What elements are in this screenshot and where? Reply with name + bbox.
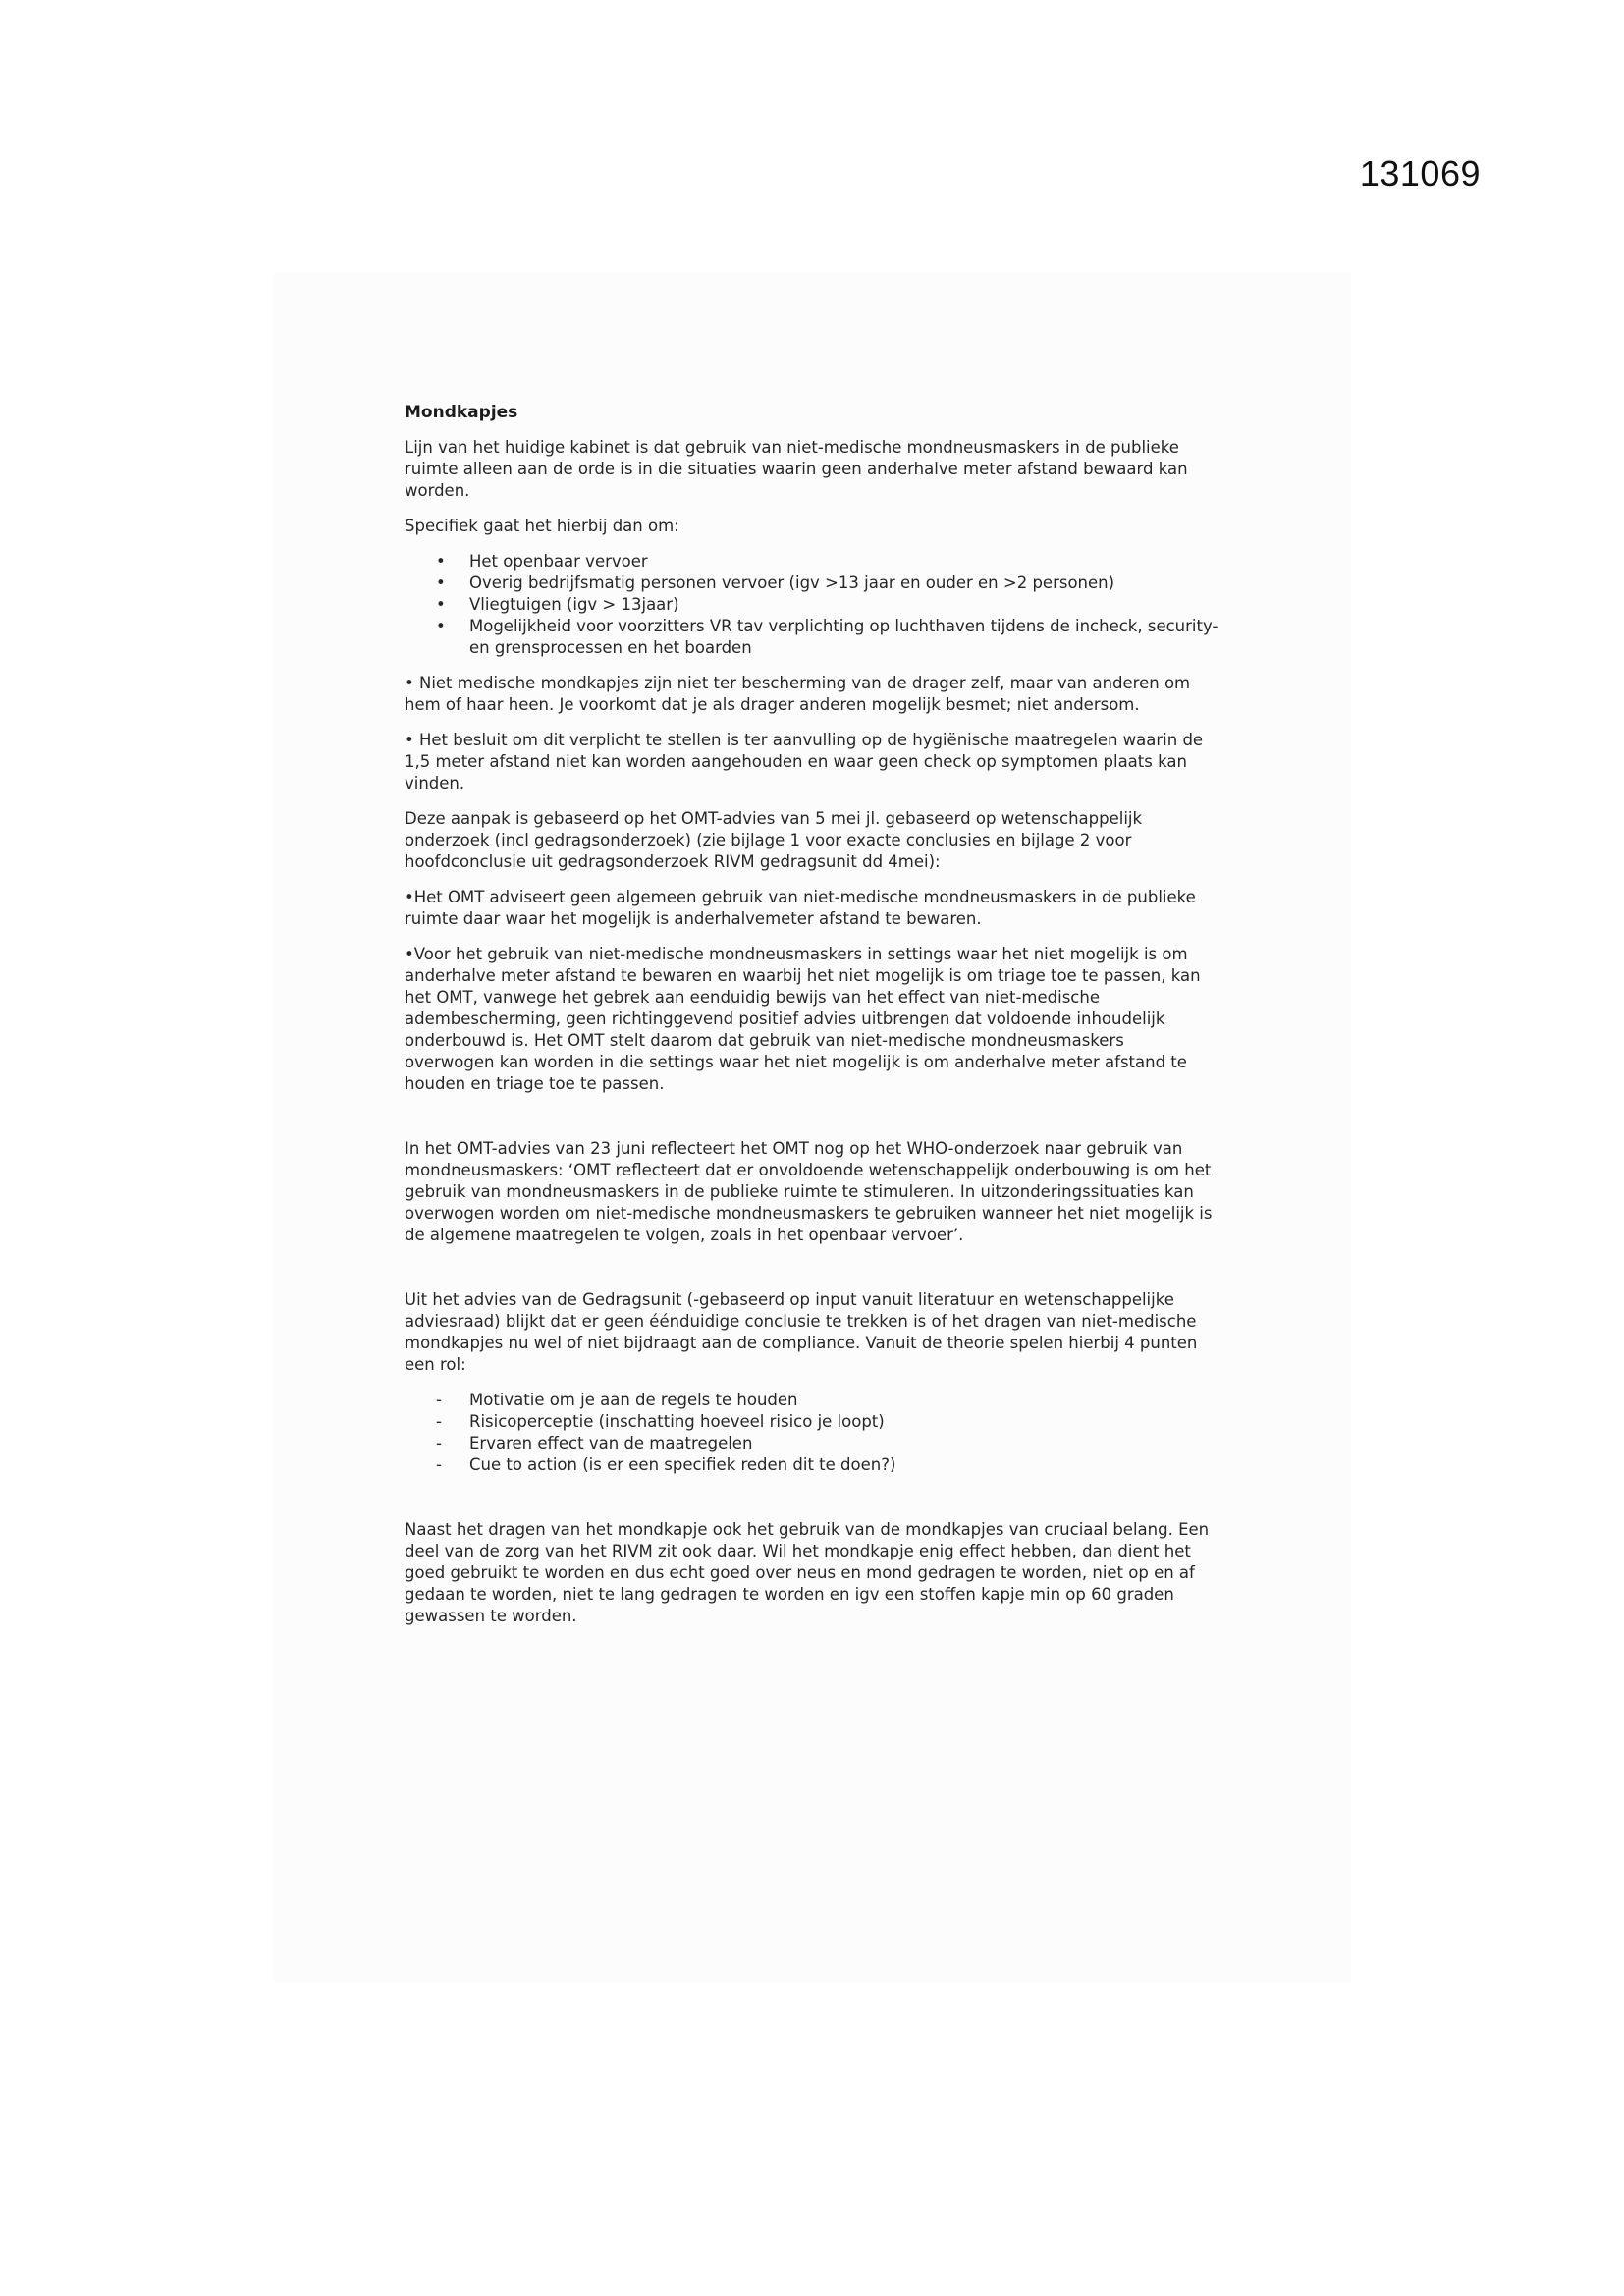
bullet-marker: •: [436, 617, 446, 635]
specific-item-text: Vliegtuigen (igv > 13jaar): [469, 595, 679, 614]
specific-list: [405, 551, 1245, 659]
protection-paragraph: • Niet medische mondkapjes zijn niet ter bescherming van de drager zelf, maar van anderen om hem of haar heen. Je voorkomt dat je als drager anderen mogelijk besmet; niet andersom.: [405, 674, 1191, 714]
gedragsunit-paragraph: Uit het advies van de Gedragsunit (-gebaseerd op input vanuit literatuur en wetenschappelijke adviesraad) blijkt dat er geen éénduidige conclusie te trekken is of het dragen van niet-medische mondkapjes nu wel of niet bijdraagt aan de compliance. Vanuit de theorie spelen hierbij 4 punten een rol:: [405, 1290, 1198, 1374]
specific-list-item: [405, 594, 1245, 616]
decision-paragraph: • Het besluit om dit verplicht te stellen is ter aanvulling op de hygiënische maatregelen waarin de 1,5 meter afstand niet kan worden aangehouden en waar geen check op symptomen plaats kan vinden.: [405, 731, 1204, 793]
document-id: 131069: [1359, 153, 1481, 193]
theory-list-item: [405, 1411, 1245, 1433]
theory-item-text: Ervaren effect van de maatregelen: [469, 1434, 753, 1452]
dash-marker: -: [436, 1412, 442, 1431]
specific-list-item: [405, 616, 1245, 659]
bullet-marker: •: [436, 595, 446, 614]
theory-list-item: [405, 1454, 1245, 1476]
theory-list-item: [405, 1390, 1245, 1411]
specific-item-text: Het openbaar vervoer: [469, 552, 648, 571]
omt-general-paragraph: •Het OMT adviseert geen algemeen gebruik van niet-medische mondneusmaskers in de publieke ruimte daar waar het mogelijk is anderhalvemeter afstand te bewaren.: [405, 888, 1196, 928]
dash-marker: -: [436, 1434, 442, 1452]
document-body: [405, 402, 1245, 1641]
theory-item-text: Cue to action (is er een specifiek reden dit te doen?): [469, 1455, 896, 1474]
dash-marker: -: [436, 1455, 442, 1474]
omt-settings-paragraph: •Voor het gebruik van niet-medische mondneusmaskers in settings waar het niet mogelijk is om anderhalve meter afstand te bewaren en waarbij het niet mogelijk is om triage toe te passen, kan het OMT, vanwege het gebrek aan eenduidig bewijs van het effect van niet-medische adembescherming, geen richtinggevend positief advies uitbrengen dat voldoende inhoudelijk onderbouwd is. Het OMT stelt daarom dat gebruik van niet-medische mondneusmaskers overwogen kan worden in die settings waar het niet mogelijk is om anderhalve meter afstand te houden en triage toe te passen.: [405, 945, 1201, 1093]
intro-paragraph: Lijn van het huidige kabinet is dat gebruik van niet-medische mondneusmaskers in de publieke ruimte alleen aan de orde is in die situaties waarin geen anderhalve meter afstand bewaard kan worden.: [405, 438, 1188, 500]
usage-paragraph: Naast het dragen van het mondkapje ook het gebruik van de mondkapjes van cruciaal belang. Een deel van de zorg van het RIVM zit ook daar. Wil het mondkapje enig effect hebben, dan dient het goed gebruikt te worden en dus echt goed over neus en mond gedragen te worden, niet op en af gedaan te worden, niet te lang gedragen te worden en igv een stoffen kapje min op 60 graden gewassen te worden.: [405, 1520, 1210, 1625]
omt-june-paragraph: In het OMT-advies van 23 juni reflecteert het OMT nog op het WHO-onderzoek naar gebruik van mondneusmaskers: ‘OMT reflecteert dat er onvoldoende wetenschappelijk onderbouwing is om het gebruik van mondneusmaskers in de publieke ruimte te stimuleren. In uitzonderingssituaties kan overwogen worden om niet-medische mondneusmaskers te gebruiken wanneer het niet mogelijk is de algemene maatregelen te volgen, zoals in het openbaar vervoer’.: [405, 1139, 1213, 1244]
specific-list-item: [405, 573, 1245, 594]
bullet-marker: •: [436, 574, 446, 592]
theory-list: [405, 1390, 1245, 1476]
section-title: Mondkapjes: [405, 403, 518, 422]
bullet-marker: •: [436, 552, 446, 571]
specific-lead: Specifiek gaat het hierbij dan om:: [405, 517, 679, 535]
specific-item-text: Overig bedrijfsmatig personen vervoer (igv >13 jaar en ouder en >2 personen): [469, 574, 1115, 592]
theory-item-text: Motivatie om je aan de regels te houden: [469, 1391, 798, 1409]
dash-marker: -: [436, 1391, 442, 1409]
theory-item-text: Risicoperceptie (inschatting hoeveel risico je loopt): [469, 1412, 885, 1431]
basis-paragraph: Deze aanpak is gebaseerd op het OMT-advies van 5 mei jl. gebaseerd op wetenschappelijk onderzoek (incl gedragsonderzoek) (zie bijlage 1 voor exacte conclusies en bijlage 2 voor hoofdconclusie uit gedragsonderzoek RIVM gedragsunit dd 4mei):: [405, 809, 1143, 871]
specific-item-text: Mogelijkheid voor voorzitters VR tav verplichting op luchthaven tijdens de incheck, security- en grensprocessen en het boarden: [469, 617, 1218, 657]
theory-list-item: [405, 1433, 1245, 1454]
specific-list-item: [405, 551, 1245, 573]
